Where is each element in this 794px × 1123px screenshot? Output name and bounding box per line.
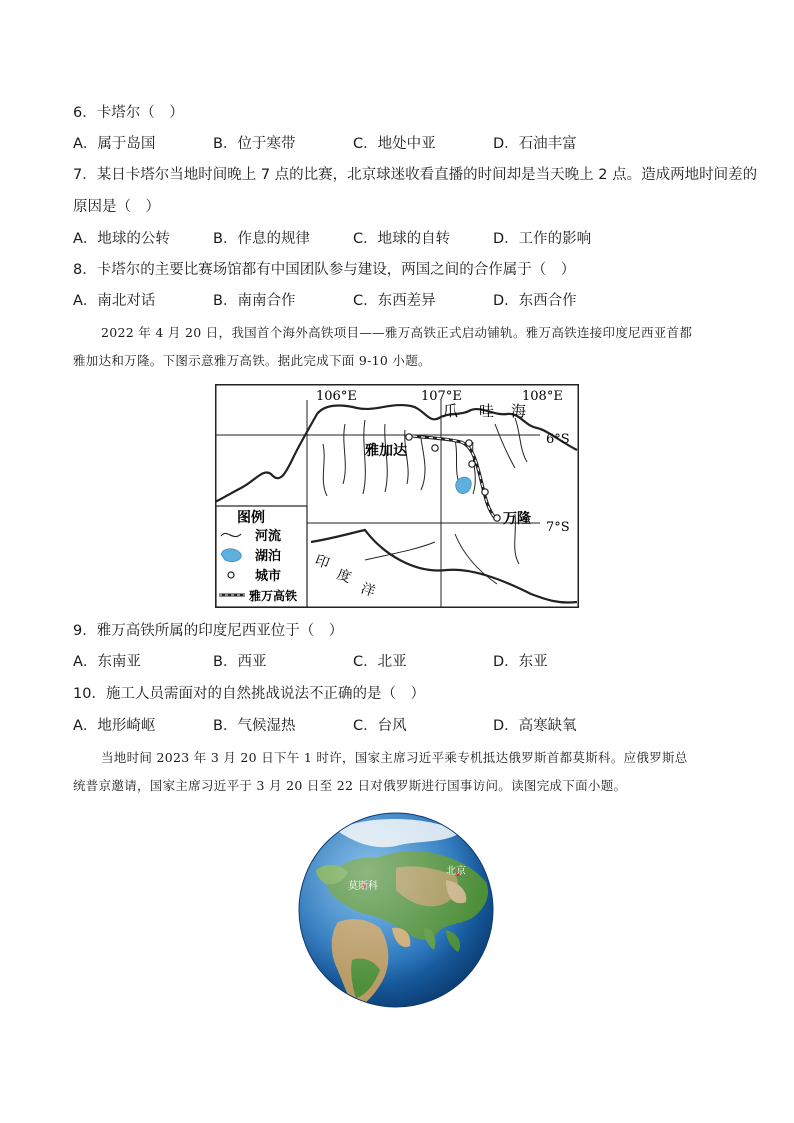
q9-option-b: B．西亚 [213,654,267,670]
q7-options [73,229,753,249]
lat-label-6s: 6°S [546,432,570,447]
lat-label-7s: 7°S [546,520,570,535]
q9-stem: 9．雅万高铁所属的印度尼西亚位于（ ） [73,623,344,639]
q6-option-c: C．地处中亚 [353,136,436,152]
map-legend [216,506,307,607]
passage-yawan-railway [73,323,723,371]
earth-globe-image [296,810,496,1010]
q8-option-b: B．南南合作 [213,293,296,309]
city-marker [469,461,475,467]
lon-label-107: 107°E [421,389,462,404]
ocean-label-1: 印 [312,552,332,573]
q6-stem: 6．卡塔尔（ ） [73,105,184,121]
q7-option-a: A．地球的公转 [73,231,170,247]
q9-options [73,652,753,672]
q9-option-a: A．东南亚 [73,654,141,670]
q7-stem-line1: 7．某日卡塔尔当地时间晚上 7 点的比赛，北京球迷收看直播的时间却是当天晚上 2 点。造成两地时间差的 [73,167,758,183]
q6-options [73,134,753,154]
sea-label-2: 哇 [479,402,495,420]
ocean-label-2: 度 [334,566,354,587]
q6-option-d: D．石油丰富 [493,136,577,152]
q7-option-b: B．作息的规律 [213,231,310,247]
city-marker-bandung [494,515,500,521]
yawan-railway-map [215,384,579,608]
sea-label-1: 爪 [443,402,459,420]
city-marker [432,445,438,451]
q8-stem: 8．卡塔尔的主要比赛场馆都有中国团队参与建设，两国之间的合作属于（ ） [73,262,576,278]
legend-city-icon [228,572,234,578]
passage1-line2: 雅加达和万隆。下图示意雅万高铁。据此完成下面 9-10 小题。 [73,353,431,368]
q8-option-d: D．东西合作 [493,293,577,309]
q7-option-d: D．工作的影响 [493,231,592,247]
legend-lake: 湖泊 [255,549,282,564]
q10-option-c: C．台风 [353,718,407,734]
city-label-jakarta: 雅加达 [365,443,407,459]
q7-stem-line2: 原因是（ ） [73,199,160,215]
legend-city: 城市 [255,569,282,584]
passage2-line2: 统普京邀请，国家主席习近平于 3 月 20 日至 22 日对俄罗斯进行国事访问。读图完成下面小题。 [73,778,627,793]
q10-option-a: A．地形崎岖 [73,718,156,734]
q7-option-c: C．地球的自转 [353,231,451,247]
ocean-label-3: 洋 [358,580,378,601]
sea-label-3: 海 [511,402,527,420]
q10-options [73,716,753,736]
q8-option-c: C．东西差异 [353,293,436,309]
lon-label-108: 108°E [522,389,563,404]
q10-option-d: D．高寒缺氧 [493,718,577,734]
map-lake [456,477,472,493]
legend-railway: 雅万高铁 [249,589,298,603]
passage-moscow-visit [73,748,723,796]
legend-title: 图例 [237,510,265,526]
legend-river: 河流 [255,529,282,544]
q9-option-d: D．东亚 [493,654,548,670]
city-label-bandung: 万隆 [503,511,531,527]
q10-option-b: B．气候湿热 [213,718,296,734]
passage1-line1: 2022 年 4 月 20 日，我国首个海外高铁项目——雅万高铁正式启动铺轨。雅万高铁连接印度尼西亚首都 [101,325,693,340]
lon-label-106: 106°E [316,389,357,404]
passage2-line1: 当地时间 2023 年 3 月 20 日下午 1 时许，国家主席习近平乘专机抵达俄罗斯首都莫斯科。应俄罗斯总 [101,750,688,765]
q10-stem: 10．施工人员需面对的自然挑战说法不正确的是（ ） [73,686,425,702]
city-marker-jakarta [406,434,412,440]
city-marker [482,489,488,495]
q9-option-c: C．北亚 [353,654,407,670]
globe-label-beijing: 北京 [446,866,466,877]
city-marker [466,440,472,446]
q8-options [73,291,753,311]
q8-option-a: A．南北对话 [73,293,156,309]
globe-label-moscow: 莫斯科 [348,881,378,892]
q6-option-b: B．位于寒带 [213,136,296,152]
q6-option-a: A．属于岛国 [73,136,156,152]
